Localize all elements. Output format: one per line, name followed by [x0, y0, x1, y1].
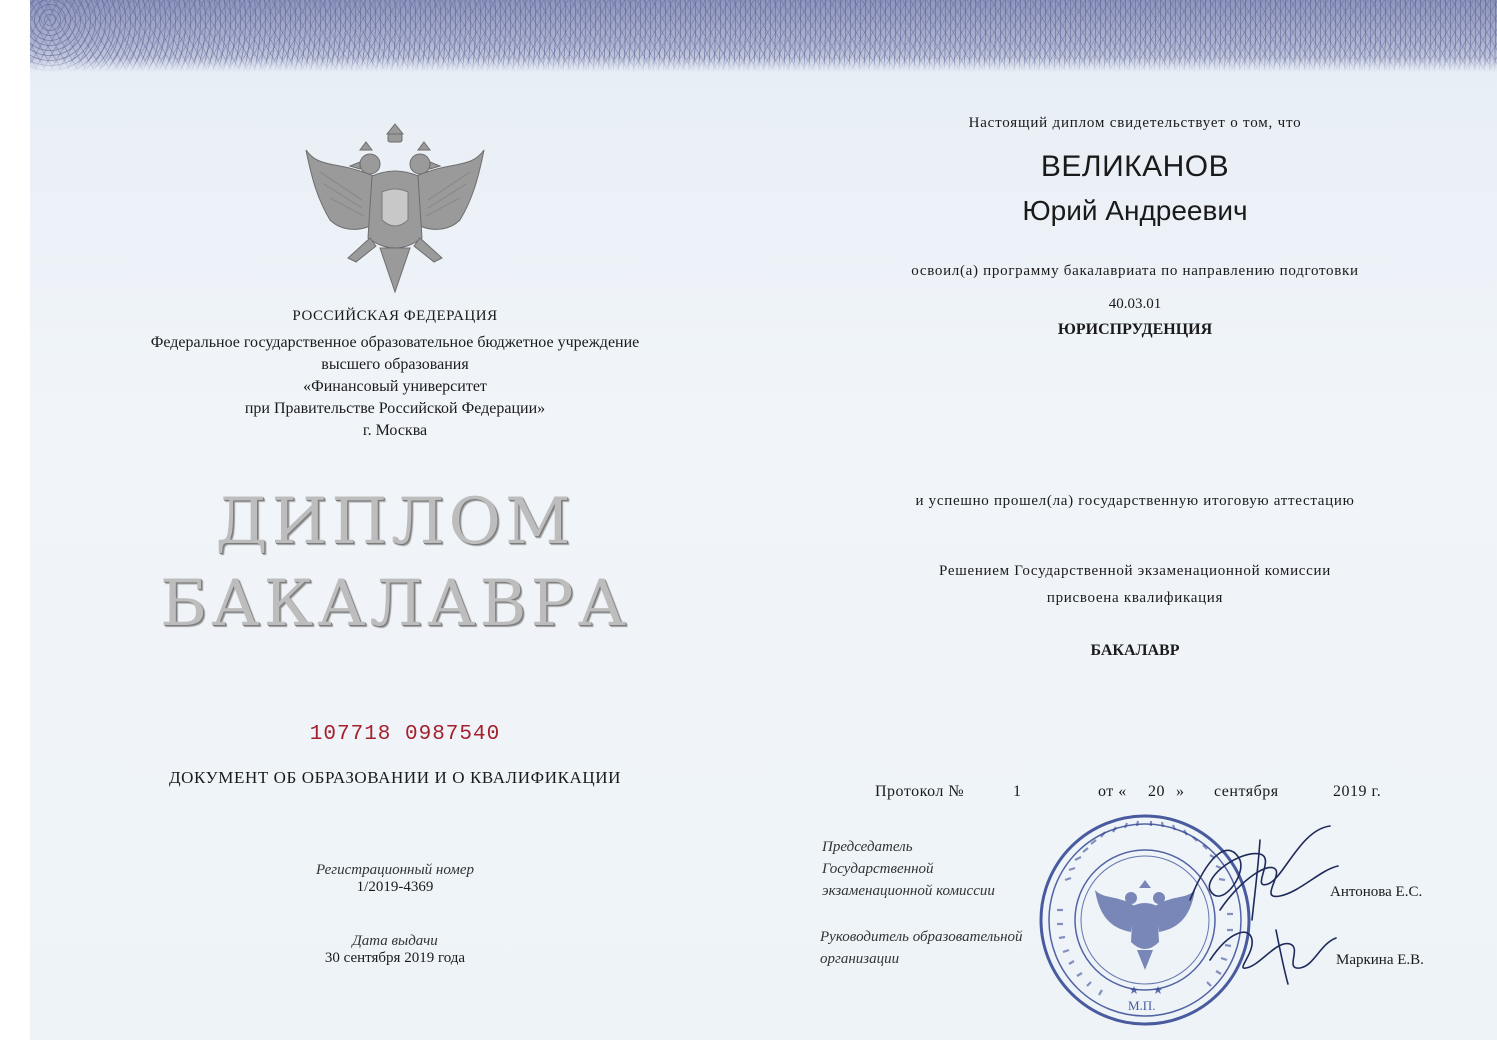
issue-date: 30 сентября 2019 года	[324, 950, 466, 966]
stamp-mark: М.П.	[1128, 998, 1156, 1013]
protocol-year: 2019 г.	[1333, 783, 1382, 800]
intro-text: Настоящий диплом свидетельствует о том, что	[968, 115, 1302, 131]
country-name: РОССИЙСКАЯ ФЕДЕРАЦИЯ	[292, 308, 498, 324]
program-line: освоил(а) программу бакалавриата по направлению подготовки	[911, 263, 1359, 279]
protocol-month: сентября	[1214, 783, 1279, 800]
registration-label: Регистрационный номер	[315, 862, 474, 878]
diploma-title-line1: ДИПЛОМ	[215, 485, 575, 559]
organization-name	[60, 332, 730, 442]
decision-line1: Решением Государственной экзаменационной комиссии	[939, 563, 1331, 579]
city: г. Москва	[362, 422, 428, 439]
org-line: Федеральное государственное образовательное бюджетное учреждение	[150, 334, 640, 351]
protocol-close: »	[1176, 783, 1185, 800]
guilloche-border	[30, 0, 1497, 72]
decision-line2: присвоена квалификация	[1046, 590, 1224, 606]
protocol-number: 1	[1013, 783, 1022, 800]
specialty: ЮРИСПРУДЕНЦИЯ	[1057, 321, 1213, 338]
chair-line: Государственной	[822, 861, 934, 877]
diploma-title-line2: БАКАЛАВРА	[160, 567, 630, 641]
org-line: при Правительстве Российской Федерации»	[244, 400, 546, 417]
org-line: «Финансовый университет	[303, 378, 487, 395]
qualification: БАКАЛАВР	[1090, 642, 1180, 659]
program-code: 40.03.01	[1108, 296, 1162, 312]
handwritten-signature-icon	[1180, 820, 1340, 990]
registration-number: 1/2019-4369	[356, 879, 434, 895]
head-line: Руководитель образовательной	[820, 929, 1023, 945]
document-type: ДОКУМЕНТ ОБ ОБРАЗОВАНИИ И О КВАЛИФИКАЦИИ	[168, 768, 622, 787]
protocol-label: Протокол №	[875, 783, 965, 800]
chair-name: Антонова Е.С.	[1330, 884, 1423, 900]
attestation-line: и успешно прошел(ла) государственную итоговую аттестацию	[915, 493, 1355, 509]
issue-label: Дата выдачи	[352, 933, 438, 949]
head-name: Маркина Е.В.	[1336, 952, 1424, 968]
chair-line: экзаменационной комиссии	[822, 883, 995, 899]
org-line: высшего образования	[321, 356, 469, 373]
protocol-day: 20	[1148, 783, 1165, 800]
double-headed-eagle-icon	[300, 120, 490, 300]
protocol-from: от «	[1098, 783, 1127, 800]
graduate-given-names: Юрий Андреевич	[1022, 195, 1248, 226]
head-line: организации	[820, 951, 900, 967]
graduate-surname: ВЕЛИКАНОВ	[1040, 150, 1230, 183]
issue-block	[60, 933, 730, 967]
chair-line: Председатель	[822, 839, 913, 855]
registration-block	[60, 862, 730, 896]
serial-number: 107718 0987540	[309, 723, 501, 746]
